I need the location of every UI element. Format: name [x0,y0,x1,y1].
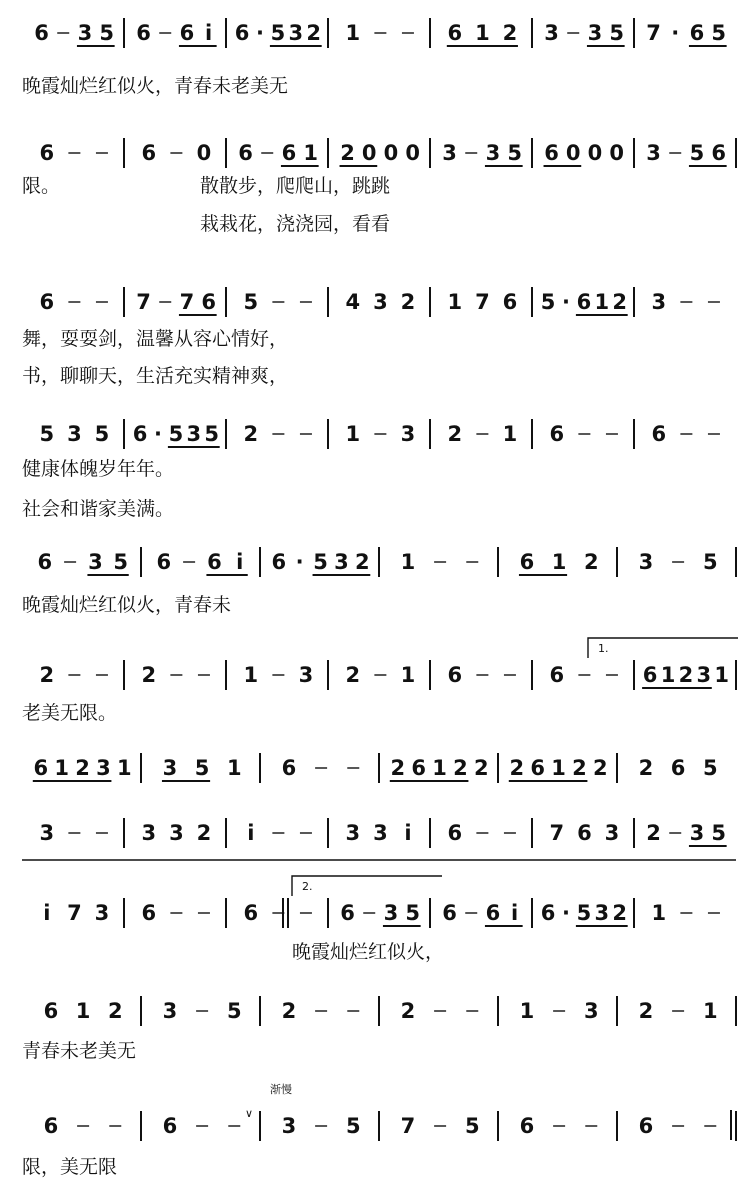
measure [238,141,318,166]
system-9 [43,876,720,963]
note: 7 [136,290,151,314]
note: i [43,901,51,925]
note: 3 [94,901,110,925]
measure [651,901,719,925]
measure [639,1114,717,1138]
system-1 [22,18,727,97]
note: 5 [345,1114,361,1138]
note: 2 [306,21,321,45]
note: 1 [502,422,518,446]
note: 0 [609,141,624,165]
measure [163,999,242,1023]
note: 2 [107,999,123,1023]
measure [44,999,123,1023]
note: 3 [373,290,388,314]
note: 5 [711,821,726,845]
note: 0 [405,141,420,165]
measure [271,550,370,575]
note: 3 [689,821,705,845]
note: 3 [587,21,603,45]
note: 2 [400,999,416,1023]
note: 3 [604,821,620,845]
measure [541,901,628,926]
note: 6 [711,141,726,165]
note: 6 [234,21,250,45]
volta-number: 2. [302,880,313,893]
note: 6 [132,422,148,446]
note: 6 [447,21,463,45]
note: 6 [549,422,565,446]
note: 6 [179,21,195,45]
system-10 [22,996,736,1062]
note: 6 [37,550,53,574]
note: 2 [509,756,525,780]
note: 6 [519,550,535,574]
note: 3 [638,550,654,574]
measure [340,901,420,926]
measure [520,1114,598,1138]
measure [141,663,209,687]
lyric-line: 散散步，爬爬山，跳跳 [200,175,391,197]
note: i [205,21,213,45]
note: 2 [612,901,627,925]
note: 1 [116,756,132,780]
lyric-line: 限。 [22,175,61,197]
measure [156,550,247,575]
lyric-line: 舞，耍耍剑，温馨从容心情好， [22,328,289,350]
note: 3 [88,550,103,574]
note: 6 [43,999,59,1023]
measure [447,21,518,46]
measure [447,821,515,845]
note: 1 [54,756,69,780]
note: 3 [544,21,559,45]
note: 1 [519,999,535,1023]
system-8 [39,818,726,848]
system-4 [22,419,720,520]
lyric-line: 晚霞灿烂红似火，青春未老美无 [22,75,289,97]
note: 2 [75,756,90,780]
note: 3 [162,756,178,780]
note: 6 [642,663,658,687]
measure [447,663,515,687]
note: 0 [587,141,603,165]
measure [340,141,420,166]
note: 5 [507,141,522,165]
measure [541,290,628,315]
note: 1 [594,290,610,314]
measure [544,141,624,166]
note: 2 [453,756,468,780]
note: 2 [646,821,661,845]
measure [282,756,360,780]
measure [345,21,413,45]
note: 1 [303,141,318,165]
note: 4 [345,290,361,314]
measure [549,663,617,687]
measure [39,821,107,845]
note: 1 [226,756,242,780]
note: · [154,422,162,446]
note: 3 [485,141,501,165]
note: 2 [196,821,212,845]
note: 3 [373,821,388,845]
measure [447,290,517,314]
note: 6 [141,901,157,925]
note: 1 [702,999,718,1023]
measure [282,999,360,1023]
measure [44,1114,122,1138]
measure [447,422,517,446]
measure [136,290,216,315]
lyric-line: 晚霞灿烂红似火， [292,941,445,963]
note: 6 [577,821,592,845]
note: 6 [340,901,355,925]
note: 1 [432,756,447,780]
note: 5 [39,422,55,446]
volta-bracket [588,638,738,658]
note: 5 [94,422,110,446]
note: 1 [400,663,416,687]
note: 7 [179,290,195,314]
note: 0 [361,141,377,165]
note: 1 [447,290,463,314]
measure [282,1114,361,1138]
note: 2 [340,141,355,165]
note: 5 [168,422,184,446]
note: 3 [345,821,361,845]
note: 6 [34,21,49,45]
measure [345,422,415,446]
note: 2 [638,756,654,780]
note: 6 [271,550,287,574]
system-11 [22,1082,736,1178]
note: 2 [473,756,489,780]
note: 6 [238,141,253,165]
note: 7 [646,21,661,45]
system-5 [22,547,736,616]
note: 3 [583,999,599,1023]
note: 1 [475,21,490,45]
note: · [256,21,264,45]
measure [646,141,726,166]
note: 2 [592,756,608,780]
note: 2 [572,756,587,780]
note: 5 [464,1114,480,1138]
note: 3 [141,821,157,845]
note: 6 [540,901,556,925]
note: 5 [702,756,718,780]
note: 6 [670,756,686,780]
note: 3 [334,550,349,574]
measure [401,550,479,574]
lyric-line: 健康体魄岁年年。 [22,458,175,480]
measure [243,663,313,687]
note: 2 [638,999,654,1023]
measure [163,1114,241,1138]
lyric-line: 限，美无限 [22,1156,118,1178]
measure [43,901,109,925]
measure [39,422,109,446]
measure [37,550,128,575]
note: 6 [651,422,667,446]
measure [509,756,608,781]
note: i [236,550,244,574]
lyric-line: 书，聊聊天，生活充实精神爽， [22,365,289,387]
note: 6 [576,290,592,314]
note: 3 [169,821,184,845]
measure [345,663,415,687]
measure [544,21,624,46]
measure [345,821,411,845]
measure [243,901,311,925]
note: 6 [207,550,222,574]
measure [243,422,311,446]
note: 3 [39,821,55,845]
note: 3 [651,290,667,314]
measure [401,1114,480,1138]
note: 6 [39,290,55,314]
note: 5 [113,550,129,574]
measure [519,550,599,575]
note: 1 [345,422,361,446]
note: 3 [298,663,314,687]
note: 1 [651,901,667,925]
note: 2 [400,290,416,314]
note: 1 [551,550,567,574]
note: 3 [696,663,712,687]
measure [639,550,718,574]
note: i [247,821,255,845]
measure [549,821,619,845]
note: 5 [540,290,556,314]
note: 5 [270,21,286,45]
lyric-line: 社会和谐家美满。 [22,498,175,520]
measure [39,290,107,314]
measure [33,756,132,781]
tempo-marking: 渐慢 [270,1083,292,1096]
measure [133,422,220,447]
note: 2 [583,550,599,574]
measure [141,141,211,165]
note: 6 [447,663,463,687]
note: 3 [288,21,304,45]
note: 5 [194,756,210,780]
note: 6 [638,1114,654,1138]
note: 2 [354,550,370,574]
note: 2 [243,422,259,446]
breath-mark: ∨ [245,1107,254,1120]
measure [549,422,617,446]
note: 6 [485,901,501,925]
volta-bracket [292,876,442,896]
note: 5 [204,422,219,446]
note: 5 [609,21,624,45]
note: 6 [281,141,297,165]
note: 3 [96,756,111,780]
note: 6 [544,141,559,165]
note: 3 [383,901,399,925]
note: 6 [411,756,426,780]
note: 3 [442,141,457,165]
note: 2 [281,999,297,1023]
note: 5 [702,550,718,574]
measure [442,141,522,166]
note: 2 [678,663,694,687]
note: 3 [162,999,178,1023]
note: 2 [612,290,627,314]
note: 0 [383,141,399,165]
note: 2 [39,663,55,687]
measure [646,21,726,46]
measure [442,901,522,926]
note: 6 [502,290,518,314]
lyric-line: 青春未老美无 [22,1040,137,1062]
note: 5 [576,901,592,925]
note: 3 [400,422,416,446]
note: 5 [313,550,328,574]
measure [639,999,718,1023]
measure [651,422,719,446]
note: i [511,901,519,925]
note: 6 [530,756,545,780]
note: 3 [594,901,610,925]
note: 6 [162,1114,178,1138]
system-7 [33,753,718,783]
measure [345,290,415,314]
note: 5 [243,290,259,314]
note: 6 [156,550,172,574]
note: 2 [345,663,361,687]
score-root [22,18,738,1178]
note: 6 [447,821,463,845]
note: 6 [39,141,55,165]
measure [34,21,114,46]
measure [401,999,479,1023]
note: 7 [475,290,490,314]
note: 1 [551,756,566,780]
note: 2 [447,422,463,446]
note: 1 [345,21,361,45]
measure [243,290,311,314]
lyric-line: 晚霞灿烂红似火，青春未 [22,594,232,616]
note: i [404,821,412,845]
note: 5 [711,21,726,45]
measure [141,821,211,845]
note: 2 [141,663,157,687]
note: 5 [226,999,242,1023]
note: 3 [281,1114,297,1138]
volta-number: 1. [598,642,609,655]
measure [162,756,242,781]
note: 0 [565,141,581,165]
note: 3 [186,422,202,446]
measure [39,663,107,687]
note: · [671,21,680,45]
note: 2 [390,756,406,780]
measure [390,756,489,781]
note: 5 [405,901,420,925]
note: · [295,550,304,574]
measure [141,901,209,925]
measure [520,999,599,1023]
lyric-line: 老美无限。 [22,702,118,724]
note: 1 [714,663,729,687]
measure [39,141,107,165]
note: 3 [77,21,93,45]
note: 1 [400,550,416,574]
note: 3 [646,141,661,165]
note: 7 [67,901,82,925]
note: 6 [549,663,565,687]
note: 6 [689,21,705,45]
note: 6 [43,1114,59,1138]
measure [639,756,718,780]
measure [247,821,312,845]
system-3 [22,287,720,387]
note: 6 [136,21,151,45]
note: 2 [502,21,518,45]
measure [642,663,729,688]
note: 6 [33,756,49,780]
note: · [562,290,570,314]
note: 1 [243,663,259,687]
note: 1 [75,999,91,1023]
measure [136,21,216,46]
lyric-line: 栽栽花，浇浇园，看看 [200,213,391,235]
note: 5 [689,141,705,165]
note: 1 [660,663,676,687]
note: 0 [196,141,212,165]
note: 7 [549,821,565,845]
measure [646,821,726,846]
note: 6 [442,901,457,925]
note: 6 [281,756,297,780]
note: 3 [67,422,82,446]
measure [235,21,322,46]
note: 6 [519,1114,535,1138]
system-6 [22,638,738,724]
note: 5 [99,21,114,45]
note: 7 [400,1114,416,1138]
note: 6 [201,290,216,314]
note: · [562,901,570,925]
system-2 [22,138,736,235]
note: 6 [141,141,157,165]
measure [651,290,719,314]
note: 6 [243,901,259,925]
